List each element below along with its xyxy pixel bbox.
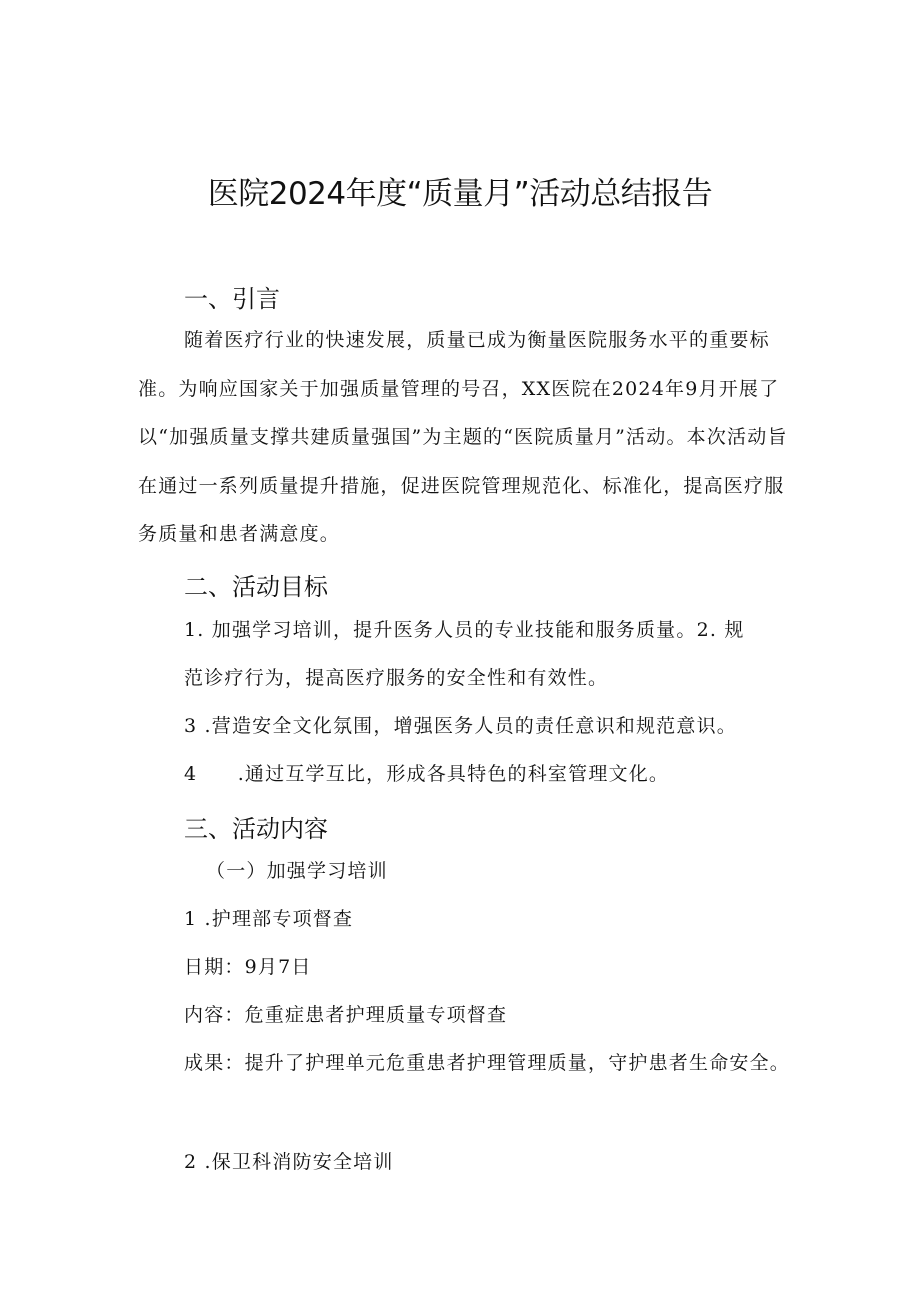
goal-item: 范诊疗行为，提高医疗服务的安全性和有效性。 (184, 667, 609, 689)
content-line: 1 .护理部专项督查 (184, 908, 354, 930)
section-heading-goals: 二、活动目标 (184, 573, 328, 601)
section-heading-content: 三、活动内容 (184, 815, 328, 843)
goal-item: 1. 加强学习培训，提升医务人员的专业技能和服务质量。2. 规 (184, 619, 745, 641)
intro-paragraph: 随着医疗行业的快速发展，质量已成为衡量医院服务水平的重要标准。为响应国家关于加强质量管理的号召，XX医院在2024年9月开展了以“加强质量支撑共建质量强国”为主题的“医院质量月”活动。本次活动旨在通过一系列质量提升措施，促进医院管理规范化、标准化，提高医疗服务质量和患者满意度。 (138, 329, 788, 545)
section-heading-intro: 一、引言 (184, 285, 280, 313)
goal-item: 4 .通过互学互比，形成各具特色的科室管理文化。 (184, 763, 670, 785)
subsection-heading: （一）加强学习培训 (206, 860, 388, 882)
content-line: 2 .保卫科消防安全培训 (184, 1151, 394, 1173)
document-title: 医院2024年度“质量月”活动总结报告 (207, 176, 713, 212)
content-line: 日期：9月7日 (184, 956, 312, 978)
goal-item: 3 .营造安全文化氛围，增强医务人员的责任意识和规范意识。 (184, 715, 737, 737)
content-line: 成果：提升了护理单元危重患者护理管理质量，守护患者生命安全。 (184, 1052, 791, 1074)
content-line: 内容：危重症患者护理质量专项督查 (184, 1004, 508, 1026)
